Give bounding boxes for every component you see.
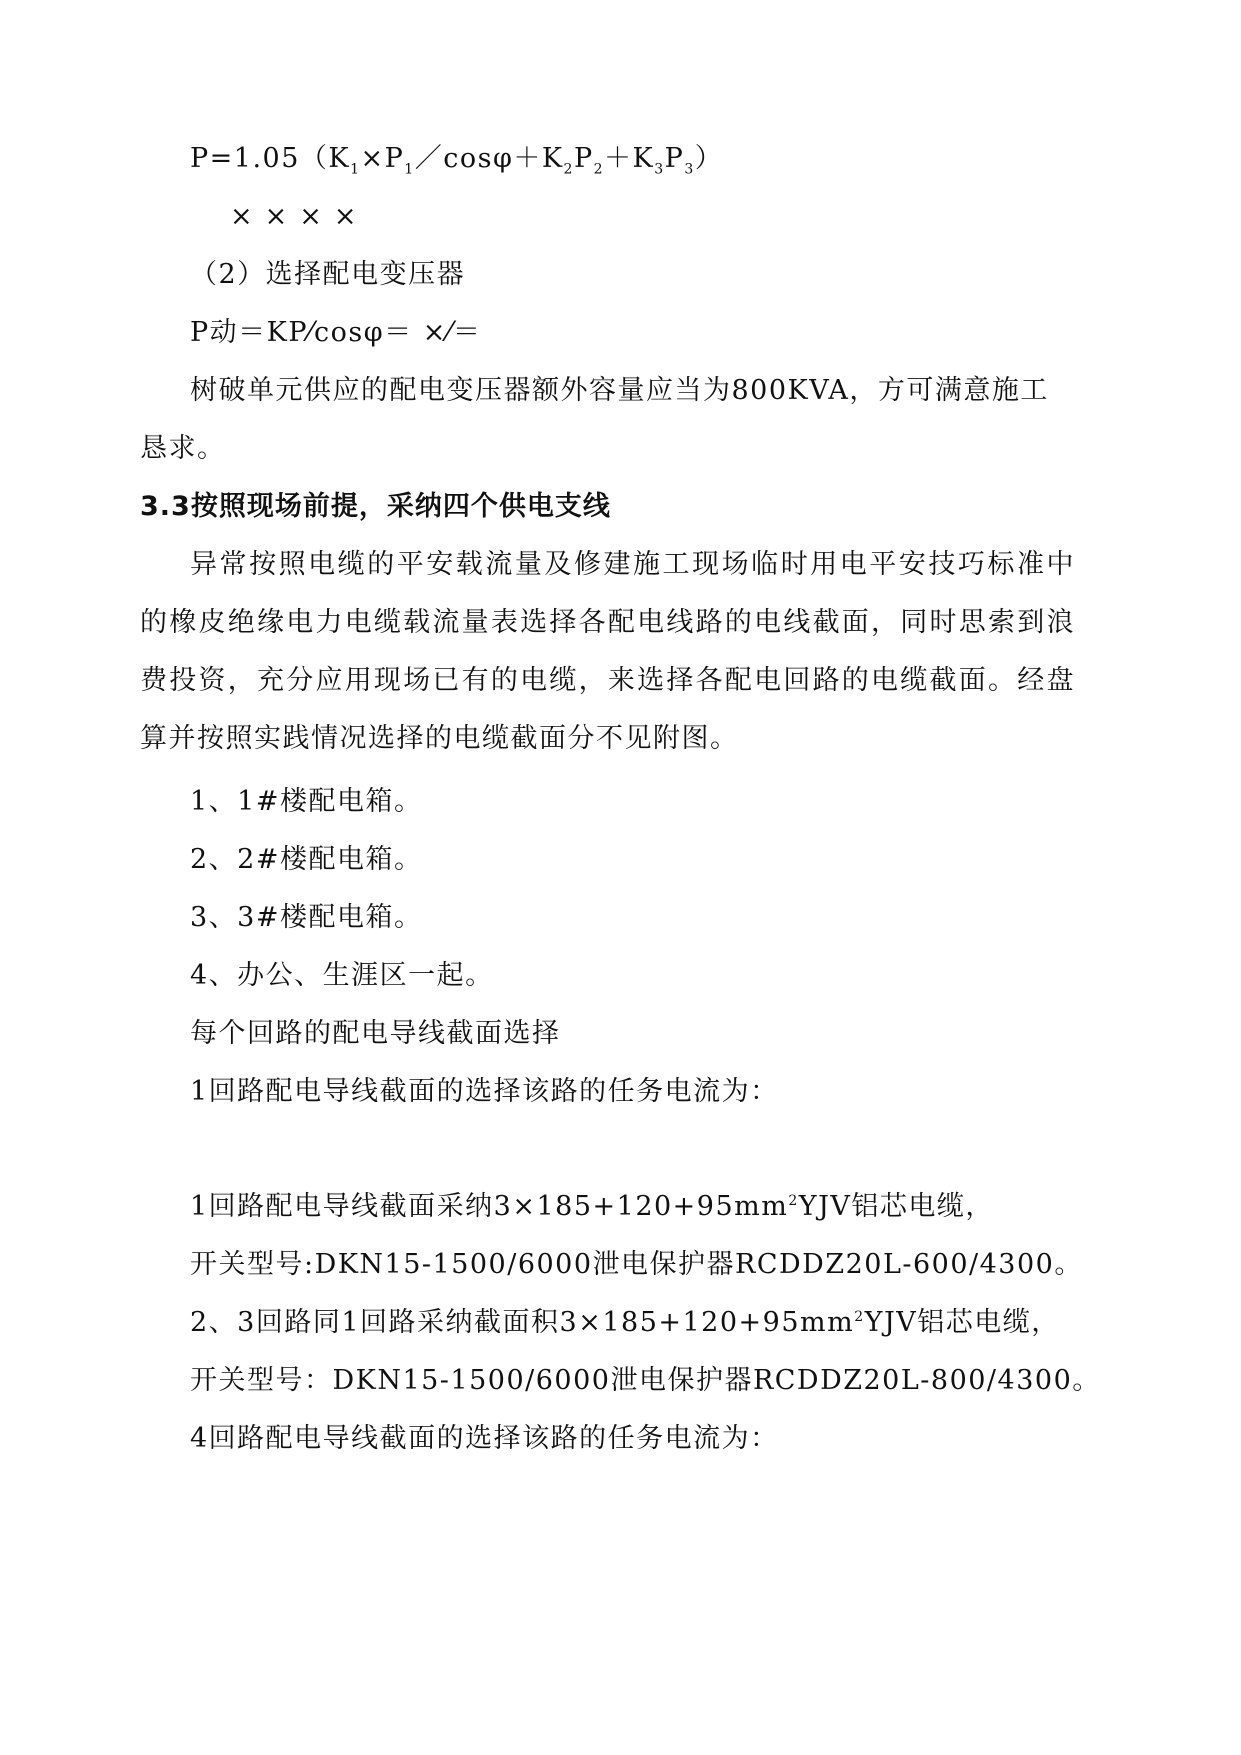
formula-text: ） xyxy=(694,143,724,174)
list-item: 2、2#楼配电箱。 xyxy=(190,844,423,875)
formula-prefix: P=1.05（K xyxy=(190,143,351,174)
formula-text: ×P xyxy=(360,143,405,174)
superscript: 2 xyxy=(788,1193,799,1209)
paragraph-line: 算并按照实践情况选择的电缆截面分不见附图。 xyxy=(140,723,739,754)
formula-line xyxy=(190,142,723,176)
formula-subscript: 2 xyxy=(593,161,605,178)
formula-subscript: 3 xyxy=(654,161,665,178)
capacity-text-line2: 恳求。 xyxy=(140,433,226,464)
circuit23-switch: 开关型号：DKN15-1500/6000泄电保护器RCDDZ20L-800/4300。 xyxy=(190,1365,1101,1396)
list-item: 3、3#楼配电箱。 xyxy=(190,902,423,933)
formula-text: ＋K xyxy=(604,143,655,174)
cable-spec-text: YJV铝芯电缆， xyxy=(798,1191,994,1222)
paragraph-line: 异常按照电缆的平安载流量及修建施工现场临时用电平安技巧标准中 xyxy=(190,549,1075,580)
cable-spec-text: 2、3回路同1回路采纳截面积3×185+120+95mm xyxy=(190,1307,855,1338)
cable-spec-text: 1回路配电导线截面采纳3×185+120+95mm xyxy=(190,1191,789,1222)
circuit-heading: 每个回路的配电导线截面选择 xyxy=(190,1018,561,1049)
p-dynamic-formula: P动＝KP⁄cosφ＝ ×⁄＝ xyxy=(190,317,482,348)
circuit1-cable xyxy=(190,1190,994,1224)
list-item: 4、办公、生涯区一起。 xyxy=(190,960,494,991)
capacity-text-line1: 树破单元供应的配电变压器额外容量应当为800KVA，方可满意施工 xyxy=(190,375,1049,406)
cable-spec-text: YJV铝芯电缆， xyxy=(864,1307,1060,1338)
circuit1-intro: 1回路配电导线截面的选择该路的任务电流为： xyxy=(190,1076,779,1107)
formula-subscript: 2 xyxy=(563,161,574,178)
list-item: 1、1#楼配电箱。 xyxy=(190,786,423,817)
circuit1-switch: 开关型号:DKN15-1500/6000泄电保护器RCDDZ20L-600/4300。 xyxy=(190,1249,1083,1280)
circuit4-intro: 4回路配电导线截面的选择该路的任务电流为： xyxy=(190,1423,779,1454)
circuit23-cable xyxy=(190,1306,1060,1340)
paragraph-line: 费投资，充分应用现场已有的电缆，来选择各配电回路的电缆截面。经盘 xyxy=(140,665,1075,696)
formula-text: P xyxy=(664,143,685,174)
paragraph-line: 的橡皮绝缘电力电缆载流量表选择各配电线路的电线截面，同时思索到浪 xyxy=(140,607,1075,638)
section-select-transformer: （2）选择配电变压器 xyxy=(190,259,466,290)
formula-subscript: 1 xyxy=(350,161,361,178)
formula-placeholder: ×××× xyxy=(230,201,369,232)
section-heading-3-3: 3.3按照现场前提，采纳四个供电支线 xyxy=(140,491,611,522)
formula-subscript: 3 xyxy=(684,161,695,178)
formula-subscript: 1 xyxy=(404,161,415,178)
formula-text: P xyxy=(573,143,594,174)
superscript: 2 xyxy=(854,1309,865,1325)
formula-text: ／cosφ＋K xyxy=(414,143,564,174)
